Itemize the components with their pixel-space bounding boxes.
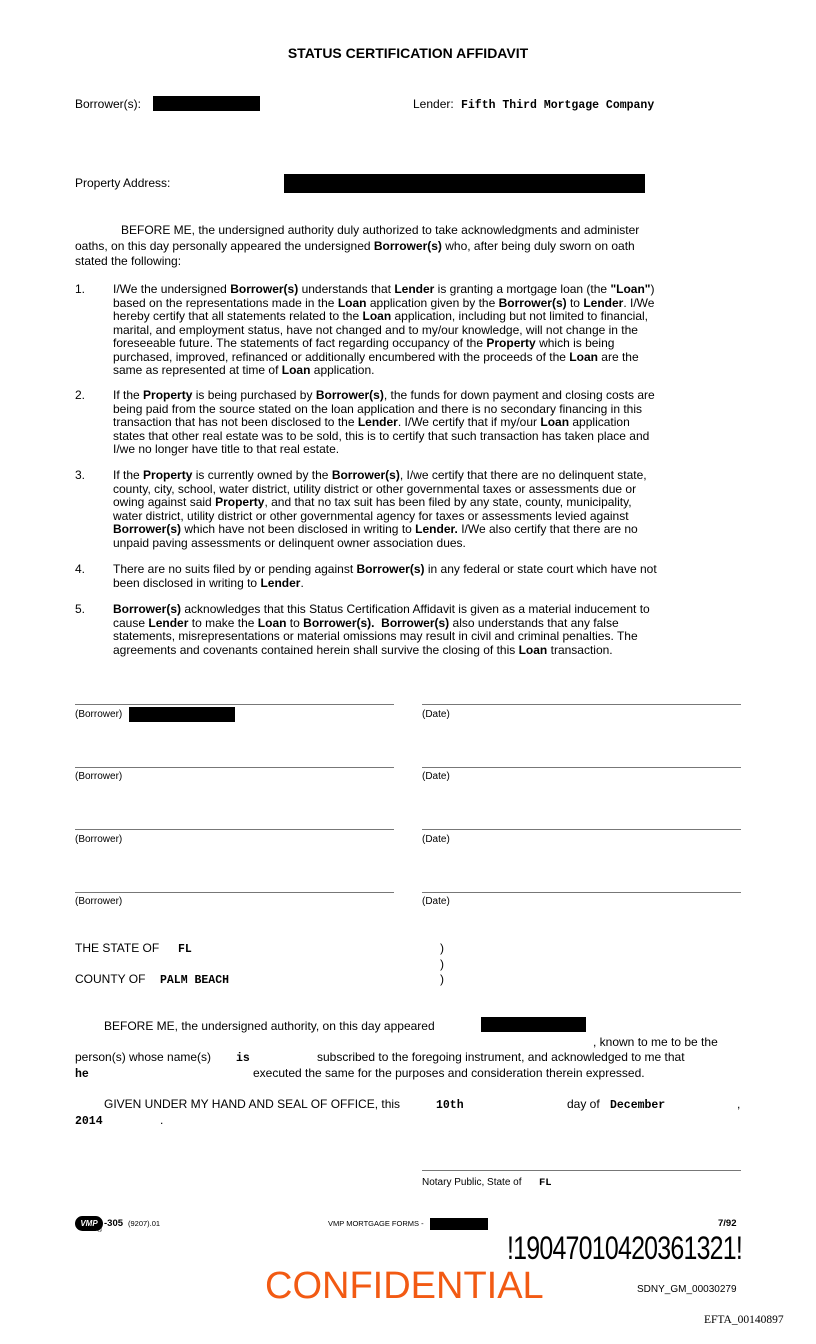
form-date: 7/92	[718, 1218, 737, 1229]
barcode-number: !19047010420361321!	[507, 1230, 743, 1266]
redaction-appeared-name	[481, 1017, 586, 1032]
lender-value: Fifth Third Mortgage Company	[461, 99, 655, 112]
borrower-sig-label-4: (Borrower)	[75, 896, 123, 907]
state-label: THE STATE OF	[75, 941, 160, 955]
registered-icon: ®	[97, 1227, 103, 1234]
date-label-3: (Date)	[422, 834, 450, 845]
date-line-1	[422, 704, 741, 705]
given-comma: ,	[737, 1097, 741, 1111]
borrower-sig-label-1: (Borrower)	[75, 709, 123, 720]
intro-line-3: stated the following:	[75, 254, 182, 268]
borrower-sig-label-2: (Borrower)	[75, 771, 123, 782]
form-number: -305	[104, 1218, 124, 1229]
ack-is: is	[236, 1052, 250, 1065]
clause-number: 5.	[75, 602, 86, 616]
clause-1	[75, 283, 741, 378]
given-year: 2014	[75, 1115, 103, 1128]
redaction-borrower-signature	[129, 707, 235, 722]
borrower-label: Borrower(s):	[75, 97, 142, 111]
county-value: PALM BEACH	[160, 974, 230, 987]
efta-number: EFTA_00140897	[704, 1314, 784, 1326]
intro-paragraph	[75, 223, 741, 268]
clause-number: 2.	[75, 388, 86, 402]
clause-text: There are no suits filed by or pending against Borrower(s) in any federal or state court which have not been disclosed in writing to Lender.	[113, 562, 657, 590]
ack-he: he	[75, 1068, 89, 1081]
clause-number: 1.	[75, 282, 86, 296]
redaction-property-address	[284, 174, 645, 193]
given-period: .	[160, 1113, 164, 1127]
date-label-2: (Date)	[422, 771, 450, 782]
date-line-4	[422, 892, 741, 893]
borrower-signature-line-3	[75, 829, 394, 830]
clause-number: 4.	[75, 562, 86, 576]
intro-line-1: BEFORE ME, the undersigned authority duly authorized to take acknowledgments and administer	[121, 223, 640, 237]
state-value: FL	[178, 943, 192, 956]
clause-5	[75, 603, 741, 659]
bates-number: SDNY_GM_00030279	[637, 1284, 737, 1295]
ack-line-3c: subscribed to the foregoing instrument, and acknowledged to me that	[317, 1050, 685, 1064]
given-month: December	[610, 1099, 666, 1112]
notary-label: Notary Public, State of	[422, 1177, 522, 1188]
clause-text: If the Property is being purchased by Borrower(s), the funds for down payment and closing costs are being paid from the source stated on the loan application and there is no secondary financing in this transaction that has not been disclosed to the Lender. I/We certify that if my/our Loan application states that other real estate was to be sold, this is to certify that such transaction has taken place and I/we no longer have title to that real estate.	[113, 388, 655, 456]
borrower-sig-label-3: (Borrower)	[75, 834, 123, 845]
notary-signature-line	[422, 1170, 741, 1171]
borrower-signature-line-1	[75, 704, 394, 705]
given-dayof: day of	[567, 1097, 600, 1111]
clause-text: I/We the undersigned Borrower(s) understands that Lender is granting a mortgage loan (the "Loan") based on the representations made in the Loan application given by the Borrower(s) to Lender. I/We hereby certify that all statements related to the Loan application, including but not limited to financial, marital, and employment status, have not changed and to my/our knowledge, will not change in the foreseeable future. The statements of fact regarding occupancy of the Property which is being purchased, improved, refinanced or additionally encumbered with the proceeds of the Loan are the same as represented at time of Loan application.	[113, 282, 655, 377]
clause-4	[75, 563, 741, 593]
intro-line-2: oaths, on this day personally appeared the undersigned Borrower(s) who, after being duly sworn on oath	[75, 239, 635, 253]
vmp-logo: VMP	[75, 1216, 103, 1231]
lender-label: Lender:	[413, 97, 454, 111]
given-line: GIVEN UNDER MY HAND AND SEAL OF OFFICE, this	[104, 1097, 401, 1111]
ack-line-4b: executed the same for the purposes and consideration therein expressed.	[253, 1066, 645, 1080]
borrower-signature-line-2	[75, 767, 394, 768]
clause-2	[75, 389, 741, 459]
ack-line-1: BEFORE ME, the undersigned authority, on this day appeared	[104, 1019, 435, 1033]
redaction-forms-phone	[430, 1218, 488, 1230]
clause-3	[75, 469, 741, 553]
confidential-stamp: CONFIDENTIAL	[265, 1265, 544, 1307]
notary-state: FL	[539, 1177, 552, 1189]
clause-text: If the Property is currently owned by the Borrower(s), I/we certify that there are no delinquent state, county, city, school, water district, utility district or other governmental taxes or assessments due or owing against said Property, and that no tax suit has been filed by any state, county, municipality, water district, utility district or other governmental agency for taxes or assessments levied against Borrower(s) which have not been disclosed in writing to Lender. I/We also certify that there are no unpaid paving assessments or delinquent owner association dues.	[113, 468, 647, 550]
clause-number: 3.	[75, 468, 86, 482]
paren-2: )	[440, 957, 444, 971]
date-label-1: (Date)	[422, 709, 450, 720]
vmp-forms-label: VMP MORTGAGE FORMS -	[328, 1219, 424, 1228]
paren-1: )	[440, 941, 444, 955]
property-address-label: Property Address:	[75, 176, 171, 190]
ack-line-3a: person(s) whose name(s)	[75, 1050, 212, 1064]
form-code: (9207).01	[128, 1219, 161, 1228]
date-label-4: (Date)	[422, 896, 450, 907]
document-title: STATUS CERTIFICATION AFFIDAVIT	[287, 45, 529, 61]
county-label: COUNTY OF	[75, 972, 146, 986]
given-day: 10th	[436, 1099, 464, 1112]
paren-3: )	[440, 972, 444, 986]
date-line-2	[422, 767, 741, 768]
clause-text: Borrower(s) acknowledges that this Status Certification Affidavit is given as a material inducement to cause Lender to make the Loan to Borrower(s). Borrower(s) also understands that any false statements, misrepresentations or material omissions may result in civil and criminal penalties. The agreements and covenants contained herein shall survive the closing of this Loan transaction.	[113, 602, 650, 657]
date-line-3	[422, 829, 741, 830]
borrower-signature-line-4	[75, 892, 394, 893]
redaction-borrower	[153, 96, 260, 111]
ack-line-2: , known to me to be the	[593, 1035, 718, 1049]
